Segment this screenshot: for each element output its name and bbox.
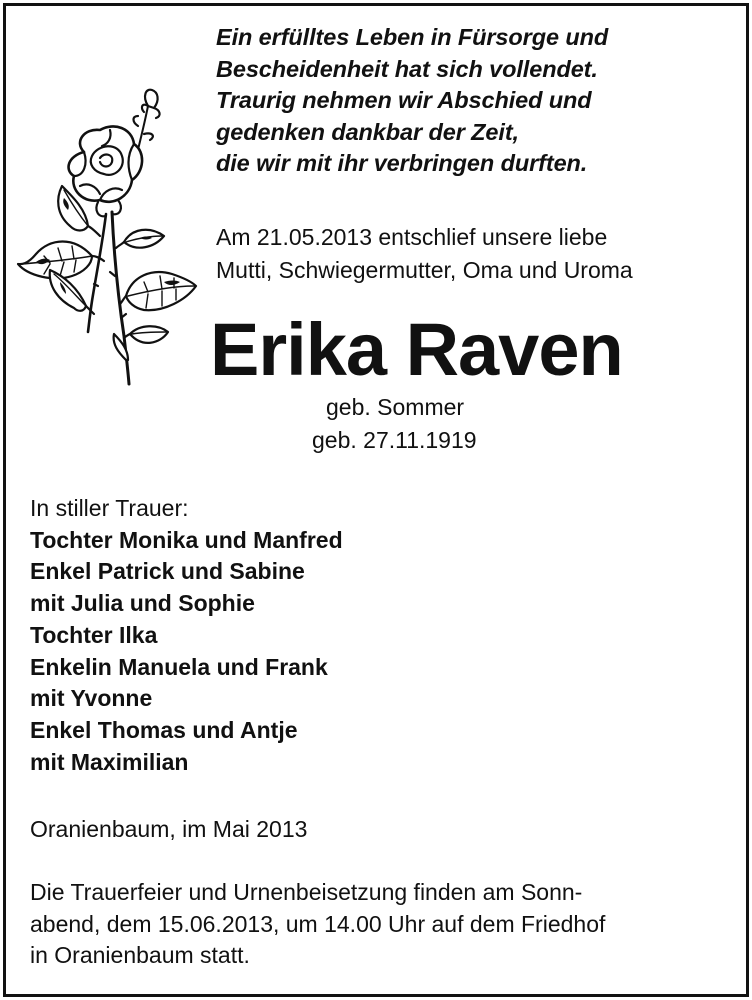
quote-line: Traurig nehmen wir Abschied und (216, 87, 592, 113)
deceased-birth-name: geb. Sommer (326, 394, 465, 420)
mourners-block (30, 493, 550, 778)
mourner-entry: Enkelin Manuela und Frank (30, 653, 328, 680)
mourners-list (30, 525, 550, 779)
funeral-line: abend, dem 15.06.2013, um 14.00 Uhr auf dem Friedhof (30, 910, 606, 937)
mourner-entry: Tochter Monika und Manfred (30, 526, 343, 553)
mourner-entry: mit Maximilian (30, 748, 189, 775)
announcement-line: Am 21.05.2013 entschlief unsere liebe (216, 224, 608, 250)
mourner-entry: mit Julia und Sophie (30, 590, 255, 617)
quote-line: gedenken dankbar der Zeit, (216, 118, 519, 145)
mourners-heading: In stiller Trauer: (30, 495, 189, 521)
quote-line: Bescheidenheit hat sich vollendet. (216, 55, 598, 82)
funeral-information (30, 877, 730, 972)
funeral-line: Die Trauerfeier und Urnenbeisetzung finden am Sonn- (30, 879, 583, 905)
quote-line: die wir mit ihr verbringen durften. (216, 150, 588, 176)
death-announcement (216, 221, 736, 287)
deceased-name: Erika Raven (210, 308, 623, 391)
place-and-date: Oranienbaum, im Mai 2013 (30, 816, 308, 842)
rose-illustration (14, 86, 198, 390)
funeral-line: in Oranienbaum statt. (30, 942, 250, 968)
announcement-line: Mutti, Schwiegermutter, Oma und Uroma (216, 257, 633, 283)
deceased-birth-date: geb. 27.11.1919 (312, 427, 477, 453)
quote-line: Ein erfülltes Leben in Fürsorge und (216, 24, 609, 50)
mourner-entry: Enkel Thomas und Antje (30, 716, 298, 743)
mourner-entry: mit Yvonne (30, 685, 153, 712)
memorial-quote (216, 22, 716, 180)
mourner-entry: Enkel Patrick und Sabine (30, 558, 305, 585)
mourner-entry: Tochter Ilka (30, 621, 158, 648)
